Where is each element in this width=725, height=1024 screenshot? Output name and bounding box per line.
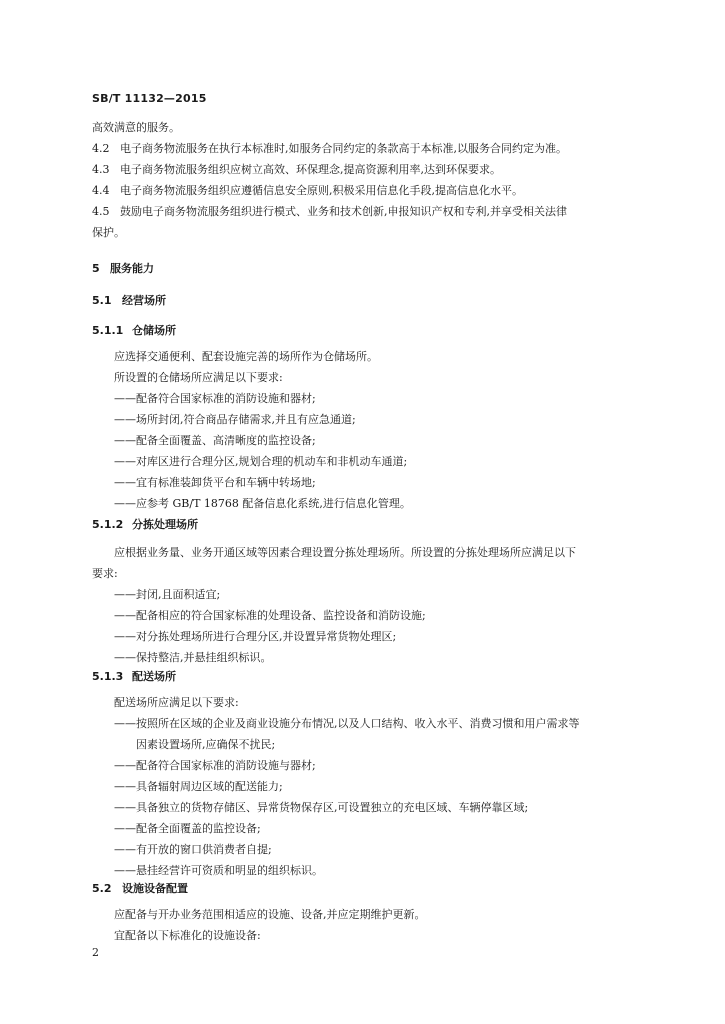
clause-4-3 [92, 159, 682, 180]
clause-number: 4.3 [92, 163, 110, 176]
list-item: ——应参考 GB/T 18768 配备信息化系统,进行信息化管理。 [114, 497, 411, 510]
list-item: ——悬挂经营许可资质和明显的组织标识。 [114, 864, 323, 877]
section-5-1-1-heading [92, 320, 682, 341]
list-item: ——配备相应的符合国家标准的处理设备、监控设备和消防设施; [114, 609, 426, 622]
list-item: ——保持整洁,并悬挂组织标识。 [114, 651, 272, 664]
section-5-1-2-body [92, 542, 682, 668]
section-number: 5.2 [92, 882, 112, 895]
section-number: 5.1.3 [92, 670, 124, 683]
intro-section [92, 117, 682, 243]
clause-4-5 [92, 201, 682, 222]
section-title: 分拣处理场所 [132, 518, 198, 531]
section-5-1-3-heading [92, 666, 682, 687]
paragraph-continuation: 要求: [92, 567, 118, 580]
list-item: ——宜有标准装卸货平台和车辆中转场地; [114, 476, 316, 489]
list-item: ——有开放的窗口供消费者自提; [114, 843, 272, 856]
section-5-heading [92, 258, 682, 279]
clause-4-4 [92, 180, 682, 201]
section-number: 5 [92, 262, 100, 275]
list-item: ——具备独立的货物存储区、异常货物保存区,可设置独立的充电区域、车辆停靠区域; [114, 801, 529, 814]
section-title: 仓储场所 [132, 324, 176, 337]
list-item-continuation: 因素设置场所,应确保不扰民; [136, 738, 276, 751]
list-item: ——具备辐射周边区域的配送能力; [114, 780, 283, 793]
paragraph: 所设置的仓储场所应满足以下要求: [114, 371, 283, 384]
clause-text: 电子商务物流服务在执行本标准时,如服务合同约定的条款高于本标准,以服务合同约定为准。 [120, 142, 567, 155]
section-number: 5.1 [92, 294, 112, 307]
section-5-1-heading [92, 290, 682, 311]
section-5-2-body [92, 904, 682, 946]
paragraph: 应配备与开办业务范围相适应的设施、设备,并应定期维护更新。 [114, 908, 426, 921]
clause-text: 电子商务物流服务组织应遵循信息安全原则,积极采用信息化手段,提高信息化水平。 [120, 184, 523, 197]
clause-number: 4.4 [92, 184, 110, 197]
list-item: ——场所封闭,符合商品存储需求,并且有应急通道; [114, 413, 356, 426]
list-item: ——配备符合国家标准的消防设施和器材; [114, 392, 316, 405]
section-number: 5.1.1 [92, 324, 124, 337]
section-title: 经营场所 [122, 294, 166, 307]
clause-number: 4.5 [92, 205, 110, 218]
section-5-1-2-heading [92, 514, 682, 535]
list-item: ——对分拣处理场所进行合理分区,并设置异常货物处理区; [114, 630, 397, 643]
section-title: 配送场所 [132, 670, 176, 683]
clause-text: 鼓励电子商务物流服务组织进行模式、业务和技术创新,申报知识产权和专利,并享受相关法律 [120, 205, 567, 218]
clause-4-2 [92, 138, 682, 159]
paragraph: 应选择交通便利、配套设施完善的场所作为仓储场所。 [114, 350, 378, 363]
list-item: ——配备全面覆盖、高清晰度的监控设备; [114, 434, 316, 447]
document-header-id: SB/T 11132—2015 [92, 92, 207, 105]
list-item: ——对库区进行合理分区,规划合理的机动车和非机动车通道; [114, 455, 408, 468]
clause-text: 电子商务物流服务组织应树立高效、环保理念,提高资源利用率,达到环保要求。 [120, 163, 501, 176]
page-number: 2 [92, 946, 99, 959]
intro-continuation: 高效满意的服务。 [92, 121, 180, 134]
section-5-2-heading [92, 878, 682, 899]
paragraph: 宜配备以下标准化的设施设备: [114, 929, 261, 942]
list-item: ——配备全面覆盖的监控设备; [114, 822, 261, 835]
list-item: ——封闭,且面积适宜; [114, 588, 221, 601]
clause-number: 4.2 [92, 142, 110, 155]
paragraph: 应根据业务量、业务开通区域等因素合理设置分拣处理场所。所设置的分拣处理场所应满足以下 [114, 546, 576, 559]
section-title: 服务能力 [110, 262, 154, 275]
list-item: ——配备符合国家标准的消防设施与器材; [114, 759, 316, 772]
list-item: ——按照所在区域的企业及商业设施分布情况,以及人口结构、收入水平、消费习惯和用户需求等 [114, 717, 580, 730]
section-number: 5.1.2 [92, 518, 124, 531]
paragraph: 配送场所应满足以下要求: [114, 696, 239, 709]
clause-4-5-continuation: 保护。 [92, 226, 125, 239]
section-5-1-1-body [92, 346, 682, 514]
section-title: 设施设备配置 [122, 882, 188, 895]
section-5-1-3-body [92, 692, 682, 881]
